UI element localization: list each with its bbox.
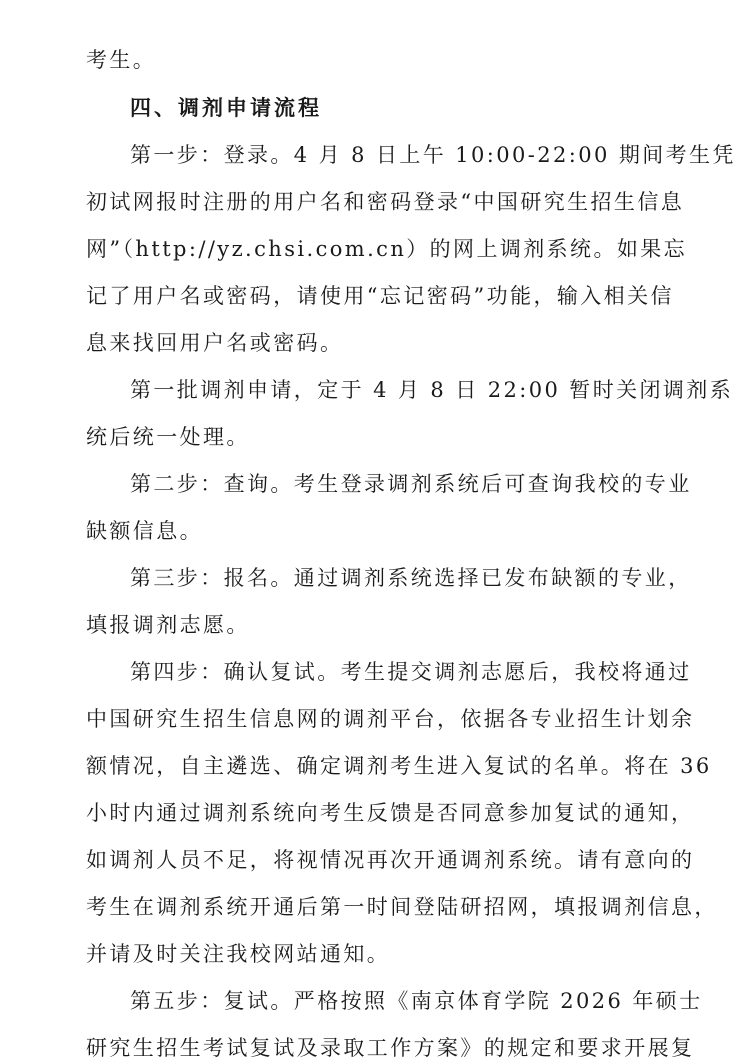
text-line: 如调剂人员不足，将视情况再次开通调剂系统。请有意向的 — [86, 848, 695, 872]
text-line: 考生。 — [86, 48, 157, 72]
text-line: 记了用户名或密码，请使用“忘记密码”功能，输入相关信 — [86, 284, 674, 308]
text-line: 研究生招生考试复试及录取工作方案》的规定和要求开展复 — [86, 1036, 695, 1060]
text-line: 中国研究生招生信息网的调剂平台，依据各专业招生计划余 — [86, 707, 695, 731]
step-5-paragraph: 第五步：复试。严格按照《南京体育学院 2026 年硕士 — [130, 989, 703, 1013]
text-line: 息来找回用户名或密码。 — [86, 331, 344, 355]
text-line: 小时内通过调剂系统向考生反馈是否同意参加复试的通知， — [86, 801, 695, 825]
text-line: 填报调剂志愿。 — [86, 613, 250, 637]
text-line: 初试网报时注册的用户名和密码登录“中国研究生招生信息 — [86, 190, 685, 214]
step-2-paragraph: 第二步：查询。考生登录调剂系统后可查询我校的专业 — [130, 472, 692, 496]
text-line: 统后统一处理。 — [86, 425, 250, 449]
step-4-paragraph: 第四步：确认复试。考生提交调剂志愿后，我校将通过 — [130, 660, 692, 684]
text-line: 并请及时关注我校网站通知。 — [86, 942, 391, 966]
text-line: 考生在调剂系统开通后第一时间登陆研招网，填报调剂信息， — [86, 895, 718, 919]
batch-paragraph: 第一批调剂申请，定于 4 月 8 日 22:00 暂时关闭调剂系 — [130, 378, 734, 402]
section-heading: 四、调剂申请流程 — [130, 95, 322, 120]
text-line: 缺额信息。 — [86, 519, 203, 543]
step-1-paragraph: 第一步：登录。4 月 8 日上午 10:00-22:00 期间考生凭 — [130, 143, 736, 167]
text-line: 网”（http://yz.chsi.com.cn）的网上调剂系统。如果忘 — [86, 237, 688, 261]
text-line: 额情况，自主遴选、确定调剂考生进入复试的名单。将在 36 — [86, 754, 712, 778]
step-3-paragraph: 第三步：报名。通过调剂系统选择已发布缺额的专业， — [130, 566, 692, 590]
